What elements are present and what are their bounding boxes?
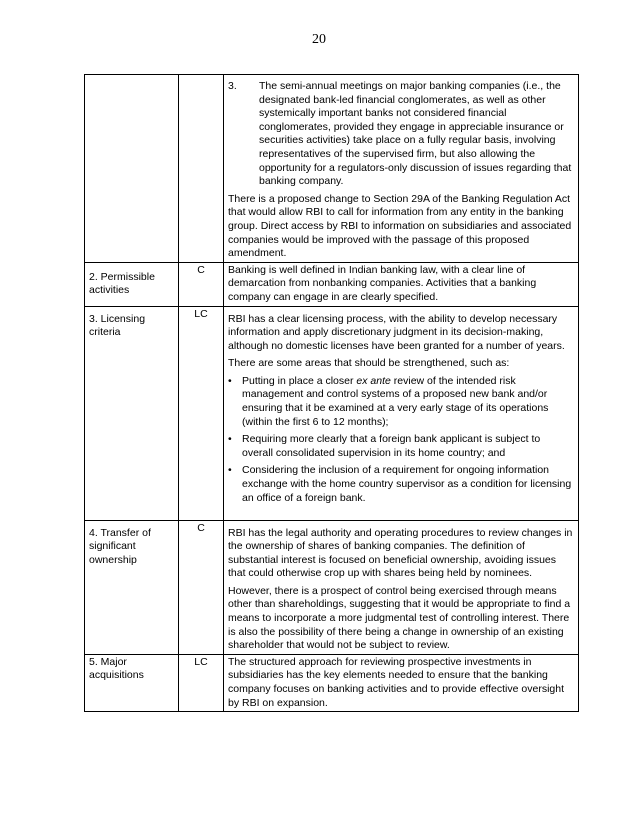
item-text: The semi-annual meetings on major banking companies (i.e., the designated bank-led financial conglomerates, as well as other systemically important banks not considered financial conglomerates, provided they engage in appreciable insurance or securities activities) take place on a fully regular basis, involving representatives of the supervised firm, but also allowing the opportunity for a regulators-only discussion of issues regarding that banking company. xyxy=(259,80,572,188)
list-item xyxy=(228,375,574,429)
bullet-icon: • xyxy=(228,433,232,446)
table-row xyxy=(85,306,579,520)
bullet-icon: • xyxy=(228,374,232,387)
bullet-text xyxy=(242,375,574,429)
numbered-item xyxy=(228,80,574,189)
grade-cell xyxy=(179,75,224,263)
list-item xyxy=(228,433,574,460)
table-row xyxy=(85,520,579,654)
bullet-icon: • xyxy=(228,464,232,477)
comments-cell xyxy=(224,75,579,263)
criterion-cell: 3. Licensing criteria xyxy=(85,306,179,520)
grade-cell: LC xyxy=(179,306,224,520)
bullet-text: Requiring more clearly that a foreign bank applicant is subject to overall consolidated supervision in its home country; and xyxy=(242,433,541,459)
bullet-text-italic: ex ante xyxy=(356,374,391,387)
bullet-list xyxy=(228,375,574,505)
comment-paragraph: There is a proposed change to Section 29A of the Banking Regulation Act that would allow RBI to call for information from any entity in the banking group. Direct access by RBI to information on subsidiaries and associated companies would be improved with the passage of this proposed amendment. xyxy=(228,192,572,260)
comments-cell xyxy=(224,520,579,654)
bullet-text-part: Putting in place a closer xyxy=(242,374,357,387)
grade-cell: LC xyxy=(179,654,224,711)
bullet-text: Considering the inclusion of a requirement for ongoing information exchange with the home country supervisor as a condition for licensing an office of a foreign bank. xyxy=(242,464,572,504)
grade-cell: C xyxy=(179,262,224,306)
table-row xyxy=(85,262,579,306)
table-row xyxy=(85,654,579,711)
grade-cell: C xyxy=(179,520,224,654)
comments-cell xyxy=(224,262,579,306)
item-number: 3. xyxy=(228,80,237,92)
criterion-cell: 5. Major acquisitions xyxy=(85,654,179,711)
criterion-cell: 4. Transfer of significant ownership xyxy=(85,520,179,654)
table-row xyxy=(85,75,579,263)
comment-paragraph: The structured approach for reviewing prospective investments in subsidiaries has the key elements needed to ensure that the banking company focuses on banking activities and to provide effective oversight by RBI on expansion. xyxy=(228,655,564,709)
comment-paragraph: However, there is a prospect of control being exercised through means other than shareholdings, suggesting that it would be appropriate to find a means to incorporate a more judgmental test of controlling interest. There is also the possibility of there being a change in ownership of an existing shareholder that would not be subject to review. xyxy=(228,584,571,652)
criterion-cell xyxy=(85,75,179,263)
comment-paragraph: There are some areas that should be strengthened, such as: xyxy=(228,357,510,370)
comment-paragraph: Banking is well defined in Indian banking law, with a clear line of demarcation from nonbanking companies. Activities that a banking company can engage in are clearly specified. xyxy=(228,263,537,303)
page-number: 20 xyxy=(312,32,326,47)
comments-cell xyxy=(224,306,579,520)
comment-paragraph: RBI has the legal authority and operating procedures to review changes in the ownership of shares of banking companies. The definition of substantial interest is focused on beneficial ownership, avoiding issues that could otherwise crop up with shares being held by nominees. xyxy=(228,526,573,580)
comment-paragraph: RBI has a clear licensing process, with the ability to develop necessary information and apply discretionary judgment in its decision-making, although no domestic licenses have been granted for a number of years. xyxy=(228,312,565,352)
list-item xyxy=(228,464,574,505)
assessment-table xyxy=(84,74,579,712)
comments-cell xyxy=(224,654,579,711)
criterion-cell: 2. Permissible activities xyxy=(85,262,179,306)
bullet-text-part: review of the intended risk management and control systems of a proposed new bank and/or ensuring that it be examined at a very early stage of its operations (within the first 6 to 12 months); xyxy=(242,374,549,428)
